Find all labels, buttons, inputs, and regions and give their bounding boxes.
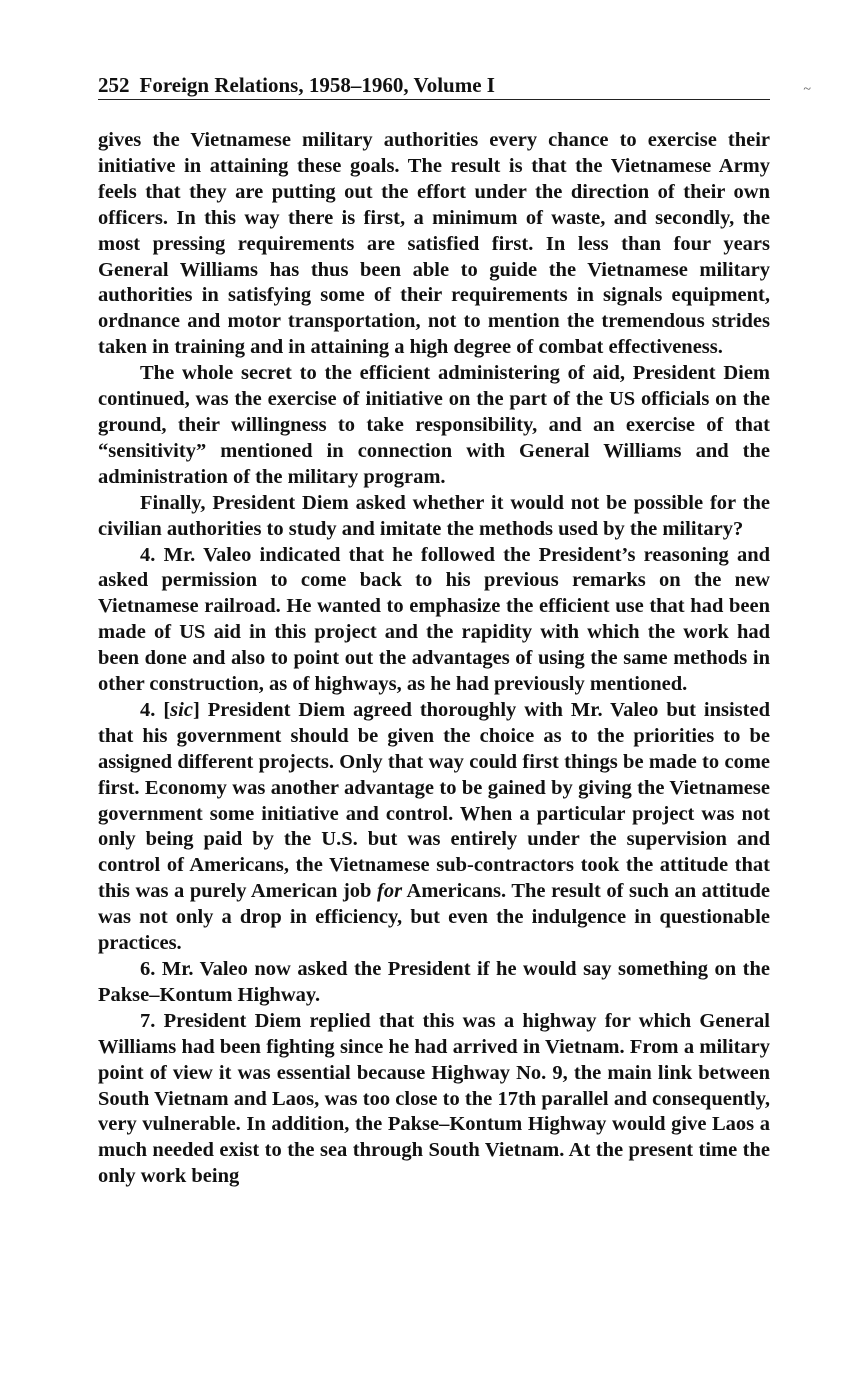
scan-mark: ~ bbox=[803, 82, 811, 97]
paragraph-prefix: 4. [ bbox=[140, 698, 171, 721]
sic-annotation: sic bbox=[170, 698, 193, 721]
paragraph-efficient-aid: The whole secret to the efficient administering of aid, President Diem continued, was the exercise of initiative on the part of the US officials on the ground, their willingness to take responsibility, and an exercise of that “sensitivity” mentioned in connection with General Williams and the administration of the military program. bbox=[98, 362, 770, 488]
body-text bbox=[98, 128, 770, 1190]
paragraph-item-4-valeo: 4. Mr. Valeo indicated that he followed the President’s reasoning and asked permission to come back to his previous remarks on the new Vietnamese railroad. He wanted to emphasize the efficient use that had been made of US aid in this project and the rapidity with which the work had been done and also to point out the advantages of using the same methods in other construction, as of highways, as he had previously mentioned. bbox=[98, 543, 770, 696]
running-header bbox=[98, 72, 770, 100]
paragraph-item-6: 6. Mr. Valeo now asked the President if he would say something on the Pakse–Kontum Highway. bbox=[98, 958, 770, 1006]
document-page bbox=[98, 72, 770, 1190]
paragraph-finally: Finally, President Diem asked whether it would not be possible for the civilian authorities to study and imitate the methods used by the military? bbox=[98, 491, 770, 540]
paragraph-body: ] President Diem agreed thoroughly with Mr. Valeo but insisted that his government should be given the choice as to the priorities to be assigned different projects. Only that way could first things be made to come first. Economy was another advantage to be gained by giving the Vietnamese government some initiative and control. When a particular project was not only being paid by the U.S. but was entirely under the supervision and control of Americans, the Vietnamese sub-contractors took the attitude that this was a purely American job bbox=[98, 698, 770, 903]
paragraph-continued: gives the Vietnamese military authorities every chance to exercise their initiative in attaining these goals. The result is that the Vietnamese Army feels that they are putting out the effort under the direction of their own officers. In this way there is first, a minimum of waste, and secondly, the most pressing requirements are satisfied first. In less than four years General Williams has thus been able to guide the Vietnamese military authorities in satisfying some of their requirements in signals equipment, ordnance and motor transportation, not to mention the tremendous strides taken in training and in attaining a high degree of combat effectiveness. bbox=[98, 129, 770, 359]
paragraph-item-4-sic bbox=[98, 698, 770, 957]
paragraph-tail: Americans. The result of such an attitude was not only a drop in efficiency, but even the indulgence in questionable practices. bbox=[98, 880, 770, 955]
italic-for: for bbox=[377, 880, 403, 903]
publication-title: Foreign Relations, 1958–1960, Volume I bbox=[139, 73, 495, 97]
paragraph-item-7: 7. President Diem replied that this was a highway for which General Williams had been fighting since he had arrived in Vietnam. From a military point of view it was essential because Highway No. 9, the main link between South Vietnam and Laos, was too close to the 17th parallel and consequently, very vulnerable. In addition, the Pakse–Kontum Highway would give Laos a much needed exist to the sea through South Vietnam. At the present time the only work being bbox=[98, 1009, 770, 1188]
page-number: 252 bbox=[98, 73, 130, 97]
